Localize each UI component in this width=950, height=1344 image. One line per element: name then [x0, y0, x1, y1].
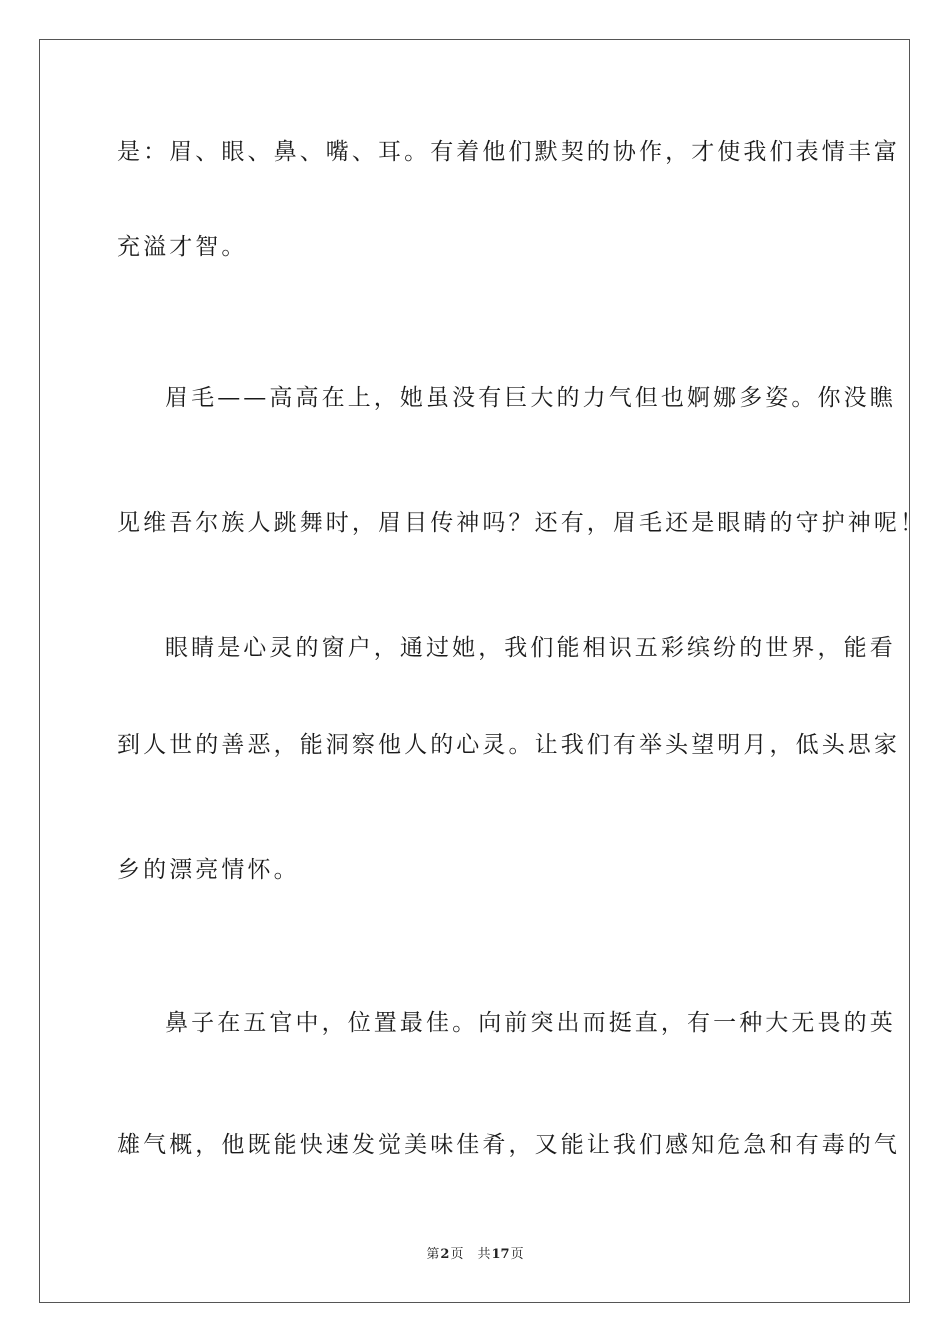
total-prefix: 共 [477, 1247, 491, 1262]
text-line-2: 充溢才智。 [117, 234, 248, 260]
total-pages: 17 [491, 1247, 510, 1262]
text-line-6: 到人世的善恶，能洞察他人的心灵。让我们有举头望明月，低头思家 [117, 732, 900, 758]
page-number: 2 [440, 1247, 450, 1262]
text-line-3: 眉毛——高高在上，她虽没有巨大的力气但也婀娜多姿。你没瞧 [165, 385, 896, 411]
text-line-9: 雄气概，他既能快速发觉美味佳肴，又能让我们感知危急和有毒的气 [117, 1132, 900, 1158]
text-line-1: 是：眉、眼、鼻、嘴、耳。有着他们默契的协作，才使我们表情丰富 [117, 139, 900, 165]
page-frame [39, 39, 910, 1303]
page-footer [0, 1246, 950, 1264]
text-line-4: 见维吾尔族人跳舞时，眉目传神吗？还有，眉毛还是眼睛的守护神呢！ [117, 510, 927, 536]
page-suffix: 页 [450, 1247, 464, 1262]
total-suffix: 页 [510, 1247, 524, 1262]
text-line-5: 眼睛是心灵的窗户，通过她，我们能相识五彩缤纷的世界，能看 [165, 635, 896, 661]
page-prefix: 第 [426, 1247, 440, 1262]
text-line-7: 乡的漂亮情怀。 [117, 857, 300, 883]
text-line-8: 鼻子在五官中，位置最佳。向前突出而挺直，有一种大无畏的英 [165, 1010, 896, 1036]
